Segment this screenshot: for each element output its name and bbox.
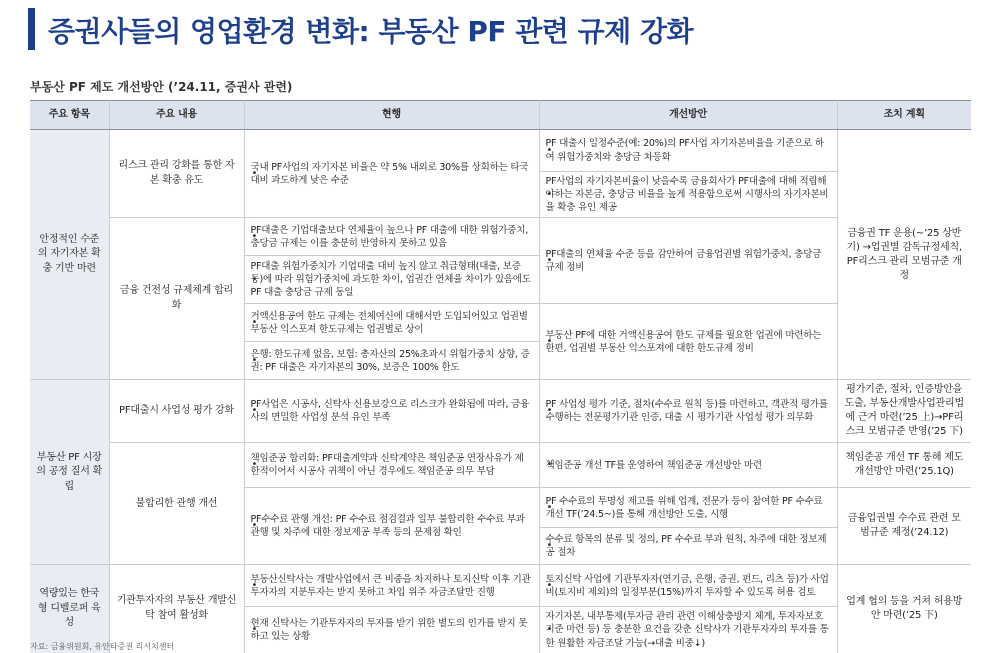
item-cell: 리스크 관리 강화를 통한 자본 확충 유도 xyxy=(109,130,244,218)
table-row xyxy=(30,130,971,172)
header-action-plan: 조치 계획 xyxy=(837,101,971,130)
header-improvement: 개선방안 xyxy=(539,101,837,130)
title-accent-bar xyxy=(28,8,35,50)
current-cell: • 은행: 한도규제 없음, 보험: 총자산의 25%초과시 위험가중치 상향, 증권: PF 대출은 자기자본의 30%, 보증은 100% 한도 xyxy=(244,342,539,380)
current-cell: • 현재 신탁사는 기관투자자의 투자를 받기 위한 별도의 인가를 받지 못하고 있는 상황 xyxy=(244,607,539,653)
action-plan-cell: 업계 협의 등을 거쳐 허용방안 마련(’25 下) xyxy=(837,565,971,653)
action-plan-cell: 금융업권별 수수료 관련 모범규준 제정(’24.12) xyxy=(837,488,971,565)
improvement-cell: • 자기자본, 내부통제(투자금 관리 관련 이해상충방지 체계, 투자자보호 기준 마련 등) 등 충분한 요건을 갖춘 신탁사가 기관투자자의 투자를 통한 원활한 자금조달 가능(→대출 비중↓) xyxy=(539,607,837,653)
current-cell: • 국내 PF사업의 자기자본 비율은 약 5% 내외로 30%를 상회하는 타국 대비 과도하게 낮은 수준 xyxy=(244,130,539,218)
source-note: 자료: 금융위원회, 유안타증권 리서치센터 xyxy=(30,642,175,651)
table-row xyxy=(30,443,971,488)
current-cell: • PF사업은 시공사, 신탁사 신용보강으로 리스크가 완화됨에 따라, 금융사의 면밀한 사업성 분석 유인 부족 xyxy=(244,380,539,443)
header-item: 주요 내용 xyxy=(109,101,244,130)
action-plan-cell: 금융권 TF 운용(~’25 상반기) →업권별 감독규정세칙, PF리스크 관리 모범규준 개정 xyxy=(837,130,971,380)
improvement-cell: • 수수료 항목의 분류 및 정의, PF 수수료 부과 원칙, 차주에 대한 정보제공 절차 xyxy=(539,528,837,565)
table-row xyxy=(30,565,971,607)
header-category: 주요 항목 xyxy=(30,101,109,130)
item-cell: PF대출시 사업성 평가 강화 xyxy=(109,380,244,443)
table-subtitle: 부동산 PF 제도 개선방안 (’24.11, 증권사 관련) xyxy=(30,80,293,94)
improvement-cell: • 부동산 PF에 대한 거액신용공여 한도 규제를 필요한 업권에 마련하는 한편, 업권별 부동산 익스포져에 대한 한도규제 정비 xyxy=(539,304,837,380)
category-cell: 부동산 PF 시장의 공정 질서 확립 xyxy=(30,380,109,565)
action-plan-cell: 책임준공 개선 TF 통해 제도 개선방안 마련(’25.1Q) xyxy=(837,443,971,488)
improvement-cell: • PF 대출시 일정수준(예: 20%)의 PF사업 자기자본비율을 기준으로 하여 위험가중치와 충당금 차등화 xyxy=(539,130,837,172)
improvement-cell: • 토지신탁 사업에 기관투자자(연기금, 은행, 증권, 펀드, 리츠 등)가 사업비(토지비 제외)의 일정부분(15%)까지 투자할 수 있도록 허용 검토 xyxy=(539,565,837,607)
category-cell: 안정적인 수준의 자기자본 확충 기반 마련 xyxy=(30,130,109,380)
action-plan-cell: 평가기준, 절차, 인증방안을 도출, 부동산개발사업관리법에 근거 마련(’25 上)→PF리스크 모범규준 반영(’25 下) xyxy=(837,380,971,443)
improvement-cell: • PF 수수료의 투명성 제고를 위해 업계, 전문가 등이 참여한 PF 수수료 개선 TF(’24.5~)를 통해 개선방안 도출, 시행 xyxy=(539,488,837,528)
improvement-cell: • PF사업의 자기자본비율이 낮을수록 금융회사가 PF대출에 대해 적립해야하는 자본금, 충당금 비율을 높게 적용함으로써 시행사의 자기자본비율 확충 유인 제공 xyxy=(539,172,837,218)
item-cell: 금융 건전성 규제체계 합리화 xyxy=(109,218,244,380)
page-title: 증권사들의 영업환경 변화: 부동산 PF 관련 규제 강화 xyxy=(48,15,694,48)
current-cell: • PF수수료 관행 개선: PF 수수료 점검결과 일부 불합리한 수수료 부과관행 및 차주에 대한 정보제공 부족 등의 문제점 확인 xyxy=(244,488,539,565)
current-cell: • PF대출 위험가중치가 기업대출 대비 높지 않고 취급형태(대출, 보증 등)에 따라 위험가중치에 과도한 차이, 업권간 연체율 차이가 있음에도 PF 대출 충당금 규제 동일 xyxy=(244,256,539,304)
current-cell: • PF대출은 기업대출보다 연체율이 높으나 PF 대출에 대한 위험가중치, 충당금 규제는 이를 충분히 반영하지 못하고 있음 xyxy=(244,218,539,256)
current-cell: • 책임준공 합리화: PF대출계약과 신탁계약은 책임준공 연장사유가 제한적이어서 시공사 귀책이 아닌 경우에도 책임준공 의무 부담 xyxy=(244,443,539,488)
header-current: 현행 xyxy=(244,101,539,130)
improvement-cell: • PF 사업성 평가 기준, 절차(수수료 원칙 등)를 마련하고, 객관적 평가를 수행하는 전문평가기관 인증, 대출 시 평가기관 사업성 평가 의무화 xyxy=(539,380,837,443)
table-row xyxy=(30,218,971,256)
table-row xyxy=(30,380,971,443)
table-header-row xyxy=(30,101,971,130)
item-cell: 기관투자자의 부동산 개발신탁 참여 활성화 xyxy=(109,565,244,653)
category-cell: 역량있는 한국형 디벨로퍼 육성 xyxy=(30,565,109,653)
pf-regulation-table xyxy=(30,100,971,653)
improvement-cell: • PF대출의 연체율 수준 등을 감안하여 금융업권별 위험가중치, 충당금 규제 정비 xyxy=(539,218,837,304)
current-cell: • 거액신용공여 한도 규제는 전체여신에 대해서만 도입되어있고 업권별 부동산 익스포져 한도규제는 업권별로 상이 xyxy=(244,304,539,342)
item-cell: 불합리한 관행 개선 xyxy=(109,443,244,565)
current-cell: • 부동산신탁사는 개발사업에서 큰 비중을 차지하나 토지신탁 이후 기관투자자의 지분투자는 받지 못하고 차입 위주 자금조달만 진행 xyxy=(244,565,539,607)
improvement-cell: • 책임준공 개선 TF를 운영하여 책임준공 개선방안 마련 xyxy=(539,443,837,488)
